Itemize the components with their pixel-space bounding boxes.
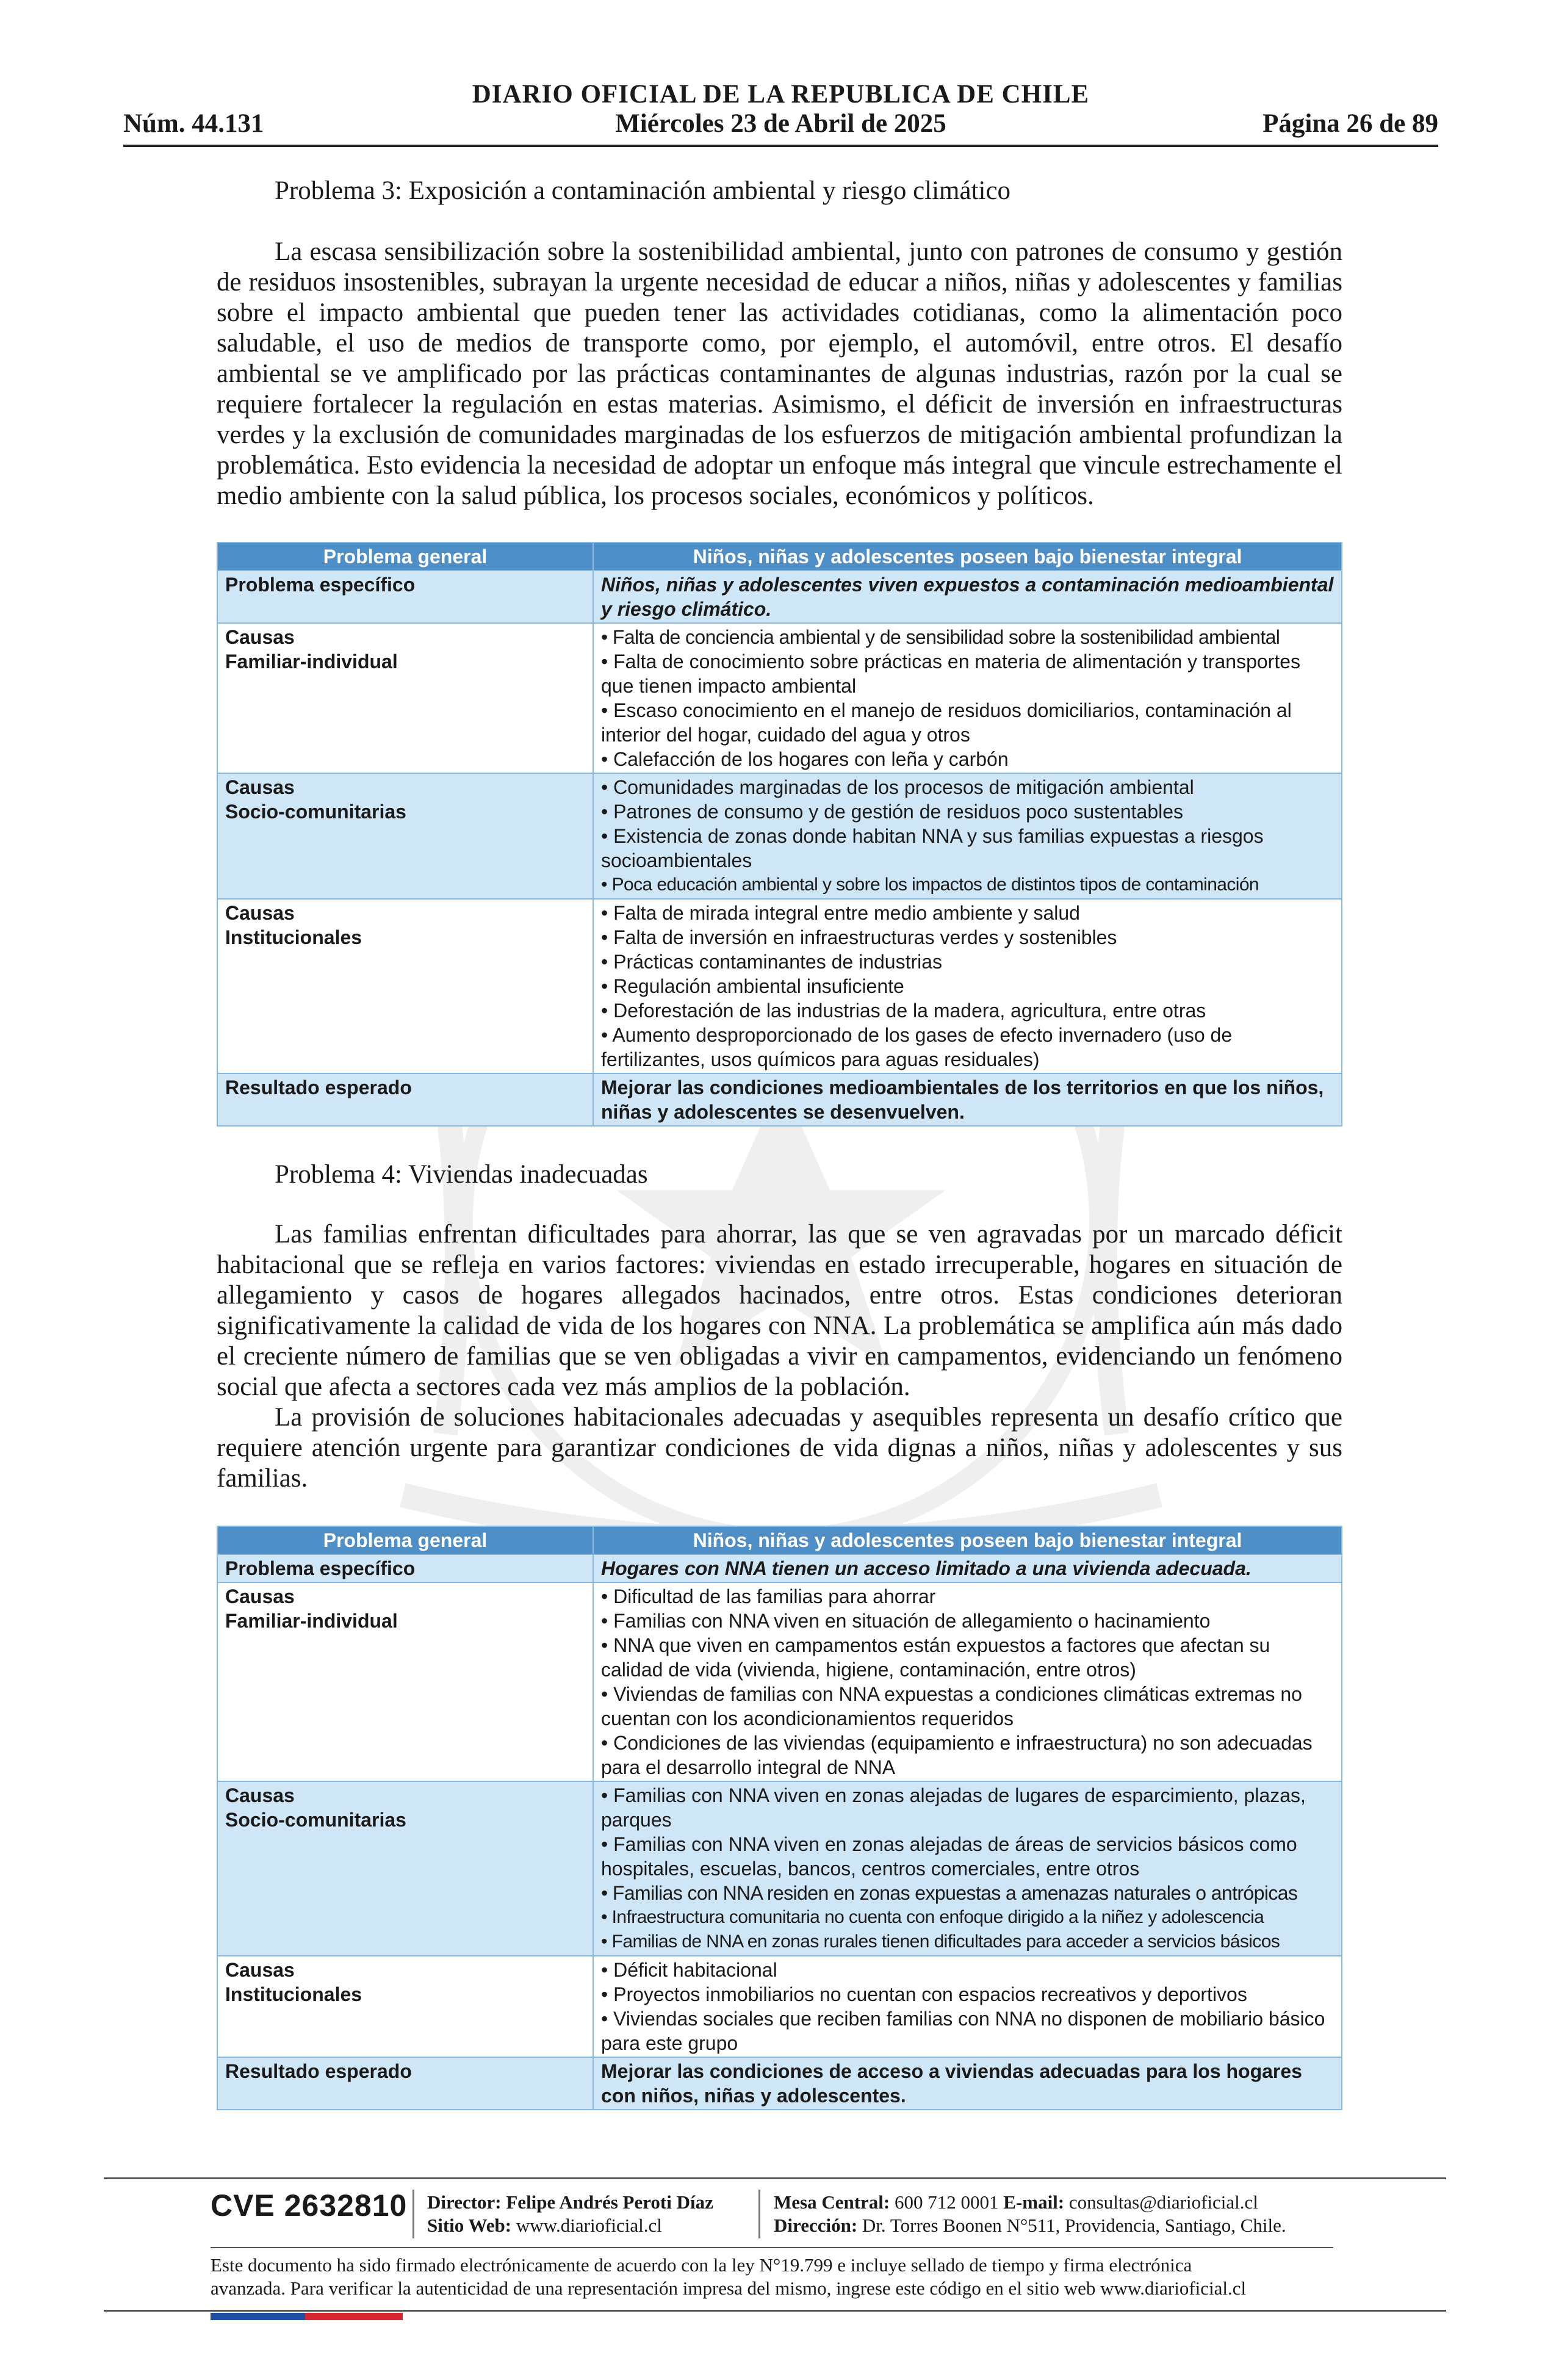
result-label: Resultado esperado — [217, 1073, 593, 1126]
cve-code: CVE 2632810 — [211, 2188, 408, 2223]
list-item: • Condiciones de las viviendas (equipamiento e infraestructura) no son adecuadas para el desarrollo integral de NNA — [601, 1732, 1313, 1778]
list-item: • Dificultad de las familias para ahorrar — [601, 1585, 936, 1607]
list-item: • Proyectos inmobiliarios no cuentan con espacios recreativos y deportivos — [601, 1983, 1247, 2005]
specific-value: Niños, niñas y adolescentes viven expuestos a contaminación medioambiental y riesgo climático. — [593, 571, 1342, 623]
footer-contact-block — [774, 2191, 1286, 2237]
problem-3-table — [217, 542, 1342, 1127]
table-header-row — [217, 543, 1342, 571]
contact-line — [774, 2191, 1286, 2214]
header-general-value: Niños, niñas y adolescentes poseen bajo bienestar integral — [593, 1526, 1342, 1554]
list-item: • Comunidades marginadas de los procesos de mitigación ambiental — [601, 776, 1194, 798]
socio-causes — [593, 773, 1342, 899]
header-general: Problema general — [217, 1526, 593, 1554]
header-general: Problema general — [217, 543, 593, 571]
web-label: Sitio Web: — [427, 2215, 512, 2236]
page-header — [123, 74, 1438, 147]
inst-label — [217, 1956, 593, 2057]
row-institucionales — [217, 1956, 1342, 2057]
list-item: • Falta de conciencia ambiental y de sensibilidad sobre la sostenibilidad ambiental — [601, 626, 1280, 648]
inst-label-line1: Causas — [225, 1959, 295, 1981]
page-number: Página 26 de 89 — [1262, 109, 1438, 138]
list-item: • Familias con NNA viven en zonas alejadas de lugares de esparcimiento, plazas, parques — [601, 1784, 1306, 1831]
issue-number: Núm. 44.131 — [123, 109, 264, 138]
socio-label — [217, 1781, 593, 1956]
section-4-heading: Problema 4: Viviendas inadecuadas — [275, 1160, 648, 1189]
director-label: Director: — [427, 2191, 502, 2213]
list-item: • Familias con NNA viven en zonas alejadas de áreas de servicios básicos como hospitales, escuelas, bancos, centros comerciales, entre otros — [601, 1833, 1297, 1880]
list-item: • NNA que viven en campamentos están expuestos a factores que afectan su calidad de vida (vivienda, higiene, contaminación, entre otros) — [601, 1634, 1270, 1681]
footer-mid-rule — [211, 2247, 1333, 2248]
row-specific — [217, 1554, 1342, 1582]
list-item: • Familias con NNA viven en situación de allegamiento o hacinamiento — [601, 1610, 1211, 1632]
table-header-row — [217, 1526, 1342, 1554]
footer-separator — [412, 2190, 414, 2238]
row-result — [217, 2057, 1342, 2110]
section-3-body — [217, 237, 1342, 511]
socio-label-line2: Socio-comunitarias — [225, 801, 406, 823]
web-link[interactable]: www.diarioficial.cl — [516, 2215, 662, 2236]
row-familiar — [217, 623, 1342, 773]
problem-4-table — [217, 1526, 1342, 2110]
mesa-label: Mesa Central: — [774, 2191, 890, 2213]
list-item: • Familias de NNA en zonas rurales tienen dificultades para acceder a servicios básicos — [601, 1931, 1280, 1952]
row-familiar — [217, 1582, 1342, 1781]
section-4-body — [217, 1219, 1342, 1494]
list-item: • Viviendas de familias con NNA expuestas a condiciones climáticas extremas no cuentan con los acondicionamientos requeridos — [601, 1683, 1302, 1729]
row-socio — [217, 773, 1342, 899]
director-name: Felipe Andrés Peroti Díaz — [506, 2191, 713, 2213]
address-value: Dr. Torres Boonen N°511, Providencia, Santiago, Chile. — [862, 2215, 1286, 2236]
mesa-value: 600 712 0001 — [895, 2191, 999, 2213]
inst-label-line2: Institucionales — [225, 1983, 362, 2005]
list-item: • Poca educación ambiental y sobre los impactos de distintos tipos de contaminación — [601, 874, 1259, 895]
row-specific — [217, 571, 1342, 623]
familiar-label-line1: Causas — [225, 1585, 295, 1607]
email-label: E-mail: — [1003, 2191, 1065, 2213]
familiar-causes — [593, 1582, 1342, 1781]
section-4-paragraph-1: Las familias enfrentan dificultades para ahorrar, las que se ven agravadas por un marcado déficit habitacional que se refleja en varios factores: viviendas en estado irrecuperable, hogares en situación de allegamiento y casos de hogares allegados hacinados, entre otros. Estas condiciones deterioran significativamente la calidad de vida de los hogares con NNA. La problemática se amplifica aún más dado el creciente número de familias que se ven obligadas a vivir en campamentos, evidenciando un fenómeno social que afecta a sectores cada vez más amplios de la población. — [217, 1220, 1342, 1401]
signature-note-line2: avanzada. Para verificar la autenticidad de una representación impresa del mismo, ingrese este código en el sitio web www.diarioficial.cl — [211, 2277, 1247, 2299]
list-item: • Falta de inversión en infraestructuras verdes y sostenibles — [601, 926, 1117, 948]
list-item: • Falta de mirada integral entre medio ambiente y salud — [601, 902, 1080, 924]
inst-causes — [593, 899, 1342, 1073]
specific-label: Problema específico — [217, 571, 593, 623]
familiar-causes — [593, 623, 1342, 773]
row-result — [217, 1073, 1342, 1126]
socio-label-line1: Causas — [225, 776, 295, 798]
web-line — [427, 2214, 713, 2237]
socio-label-line2: Socio-comunitarias — [225, 1809, 406, 1831]
address-line — [774, 2214, 1286, 2237]
list-item: • Infraestructura comunitaria no cuenta con enfoque dirigido a la niñez y adolescencia — [601, 1907, 1264, 1927]
inst-label-line2: Institucionales — [225, 926, 362, 948]
list-item: • Escaso conocimiento en el manejo de residuos domiciliarios, contaminación al interior del hogar, cuidado del agua y otros — [601, 699, 1292, 746]
header-general-value: Niños, niñas y adolescentes poseen bajo bienestar integral — [593, 543, 1342, 571]
address-label: Dirección: — [774, 2215, 858, 2236]
newspaper-title: DIARIO OFICIAL DE LA REPUBLICA DE CHILE — [472, 80, 1090, 109]
issue-date: Miércoles 23 de Abril de 2025 — [615, 109, 946, 138]
row-institucionales — [217, 899, 1342, 1073]
result-value: Mejorar las condiciones medioambientales de los territorios en que los niños, niñas y adolescentes se desenvuelven. — [593, 1073, 1342, 1126]
list-item: • Déficit habitacional — [601, 1959, 777, 1981]
familiar-label-line2: Familiar-individual — [225, 651, 398, 673]
inst-label — [217, 899, 593, 1073]
footer-bottom-rule — [104, 2310, 1446, 2312]
socio-label — [217, 773, 593, 899]
section-4-paragraph-2: La provisión de soluciones habitacionales adecuadas y asequibles representa un desafío crítico que requiere atención urgente para garantizar condiciones de vida dignas a niños, niñas y adolescentes y sus familias. — [217, 1403, 1342, 1493]
familiar-label — [217, 1582, 593, 1781]
list-item: • Familias con NNA residen en zonas expuestas a amenazas naturales o antrópicas — [601, 1882, 1298, 1904]
list-item: • Patrones de consumo y de gestión de residuos poco sustentables — [601, 801, 1184, 823]
result-value: Mejorar las condiciones de acceso a viviendas adecuadas para los hogares con niños, niñas y adolescentes. — [593, 2057, 1342, 2110]
flag-stripe-blue — [211, 2313, 305, 2320]
list-item: • Existencia de zonas donde habitan NNA y sus familias expuestas a riesgos socioambientales — [601, 825, 1264, 871]
inst-causes — [593, 1956, 1342, 2057]
list-item: • Aumento desproporcionado de los gases de efecto invernadero (uso de fertilizantes, usos químicos para aguas residuales) — [601, 1024, 1233, 1070]
section-3-paragraph: La escasa sensibilización sobre la sostenibilidad ambiental, junto con patrones de consumo y gestión de residuos insostenibles, subrayan la urgente necesidad de educar a niños, niñas y adolescentes y familias sobre el impacto ambiental que pueden tener las actividades cotidianas, como la alimentación poco saludable, el uso de medios de transporte como, por ejemplo, el automóvil, entre otros. El desafío ambiental se ve amplificado por las prácticas contaminantes de algunas industrias, razón por la cual se requiere fortalecer la regulación en estas materias. Asimismo, el déficit de inversión en infraestructuras verdes y la exclusión de comunidades marginadas de los esfuerzos de mitigación ambiental profundizan la problemática. Esto evidencia la necesidad de adoptar un enfoque más integral que vincule estrechamente el medio ambiente con la salud pública, los procesos sociales, económicos y políticos. — [217, 237, 1342, 510]
signature-note — [211, 2254, 1333, 2300]
list-item: • Deforestación de las industrias de la madera, agricultura, entre otras — [601, 1000, 1206, 1022]
list-item: • Falta de conocimiento sobre prácticas en materia de alimentación y transportes que tienen impacto ambiental — [601, 651, 1300, 697]
flag-stripe-red — [305, 2313, 403, 2320]
socio-causes — [593, 1781, 1342, 1956]
socio-label-line1: Causas — [225, 1784, 295, 1806]
row-socio — [217, 1781, 1342, 1956]
list-item: • Regulación ambiental insuficiente — [601, 975, 904, 997]
inst-label-line1: Causas — [225, 902, 295, 924]
list-item: • Calefacción de los hogares con leña y carbón — [601, 748, 1009, 770]
director-line — [427, 2191, 713, 2214]
footer-director-block — [427, 2191, 713, 2237]
specific-label: Problema específico — [217, 1554, 593, 1582]
result-label: Resultado esperado — [217, 2057, 593, 2110]
familiar-label — [217, 623, 593, 773]
familiar-label-line1: Causas — [225, 626, 295, 648]
list-item: • Prácticas contaminantes de industrias — [601, 951, 943, 973]
familiar-label-line2: Familiar-individual — [225, 1610, 398, 1632]
specific-value: Hogares con NNA tienen un acceso limitado a una vivienda adecuada. — [593, 1554, 1342, 1582]
footer-separator — [758, 2190, 760, 2238]
email-link[interactable]: consultas@diarioficial.cl — [1068, 2191, 1258, 2213]
list-item: • Viviendas sociales que reciben familias con NNA no disponen de mobiliario básico para este grupo — [601, 2008, 1325, 2054]
section-3-heading: Problema 3: Exposición a contaminación ambiental y riesgo climático — [275, 176, 1011, 205]
signature-note-line1: Este documento ha sido firmado electrónicamente de acuerdo con la ley N°19.799 e incluye sellado de tiempo y firma electrónica — [211, 2254, 1192, 2276]
footer-top-rule — [104, 2177, 1446, 2179]
